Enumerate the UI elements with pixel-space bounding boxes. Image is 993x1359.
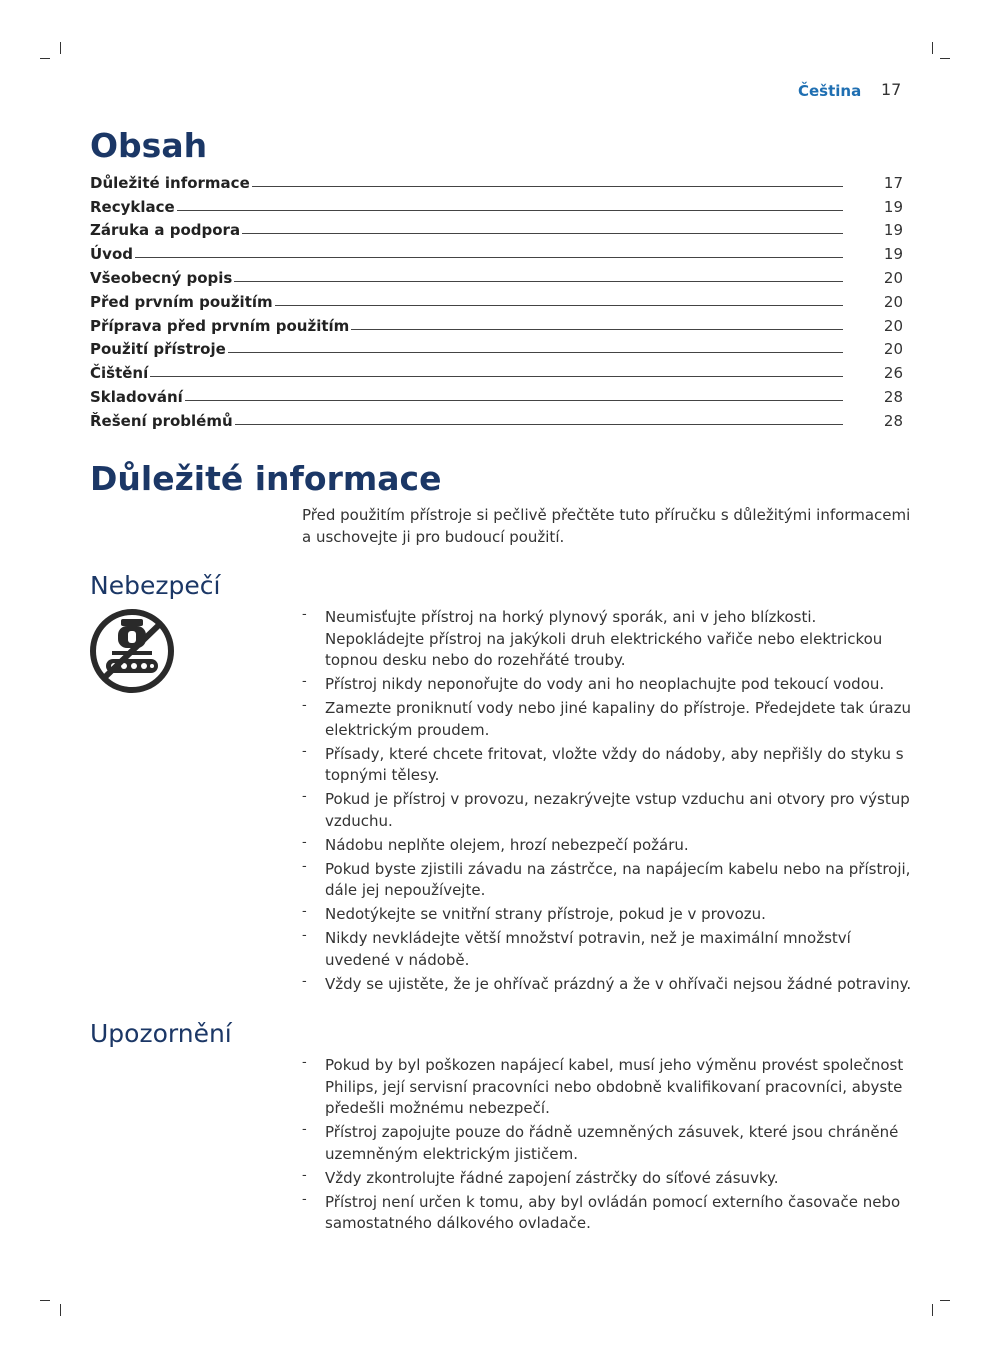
list-item: [302, 1055, 912, 1120]
crop-mark: [60, 1304, 61, 1316]
bullet-marker: -: [302, 904, 307, 919]
table-of-contents: [90, 168, 903, 430]
list-item-text: Pokud je přístroj v provozu, nezakrývejte vstup vzduchu ani otvory pro výstup vzduchu.: [325, 790, 910, 830]
toc-entry-page: 26: [883, 364, 903, 383]
bullet-marker: -: [302, 928, 307, 943]
toc-entry-title: Důležité informace: [90, 173, 250, 192]
toc-entry-title: Recyklace: [90, 197, 175, 216]
toc-leader-line: [185, 400, 843, 401]
no-fryer-on-stove-icon: [88, 607, 176, 695]
bullet-marker: -: [302, 834, 307, 850]
bullet-marker: -: [302, 789, 307, 804]
toc-entry-page: 19: [883, 197, 903, 216]
list-item-text: Pokud byste zjistili závadu na zástrčce, na napájecím kabelu nebo na přístroji, dále jej nepoužívejte.: [325, 859, 911, 899]
toc-leader-line: [252, 186, 843, 187]
crop-mark: [932, 1304, 933, 1316]
language-label: Čeština: [798, 82, 862, 100]
crop-mark: [60, 42, 61, 54]
crop-mark: [40, 1300, 50, 1301]
toc-heading: Obsah: [90, 126, 208, 165]
bullet-marker: -: [302, 607, 307, 622]
list-item-text: Pokud by byl poškozen napájecí kabel, musí jeho výměnu provést společnost Philips, její servisní pracovníci nebo obdobně kvalifikovaní pracovníci, abyste předešli možnému nebezpečí.: [325, 1056, 904, 1117]
bullet-marker: -: [302, 973, 307, 989]
toc-leader-line: [177, 210, 843, 211]
toc-entry-page: 20: [883, 316, 903, 335]
toc-entry-page: 20: [883, 268, 903, 287]
toc-entry-title: Úvod: [90, 245, 134, 264]
list-item: [302, 744, 912, 787]
bullet-marker: -: [302, 1055, 307, 1070]
danger-list: [302, 607, 912, 998]
list-item-text: Přístroj není určen k tomu, aby byl ovládán pomocí externího časovače nebo samostatného dálkového ovladače.: [325, 1192, 901, 1232]
intro-paragraph: Před použitím přístroje si pečlivě přečtěte tuto příručku s důležitými informacemi a uschovejte ji pro budoucí použití.: [302, 506, 911, 546]
toc-entry-title: Řešení problémů: [90, 411, 233, 430]
toc-entry-page: 20: [883, 340, 903, 359]
toc-entry-title: Před prvním použitím: [90, 292, 273, 311]
list-item: [302, 1192, 912, 1235]
crop-mark: [940, 58, 950, 59]
list-item-text: Přístroj nikdy neponořujte do vody ani ho neoplachujte pod tekoucí vodou.: [325, 675, 885, 693]
bullet-marker: -: [302, 743, 307, 759]
toc-entry: [90, 382, 903, 406]
page-number: 17: [881, 80, 902, 99]
toc-entry-title: Skladování: [90, 387, 183, 406]
toc-leader-line: [242, 233, 843, 234]
toc-entry-page: 20: [883, 292, 903, 311]
toc-entry-title: Čištění: [90, 364, 149, 383]
list-item-text: Vždy zkontrolujte řádné zapojení zástrčky do síťové zásuvky.: [325, 1168, 779, 1187]
bullet-marker: -: [302, 674, 307, 689]
toc-entry: [90, 287, 903, 311]
list-item: [302, 974, 912, 996]
list-item-text: Zamezte proniknutí vody nebo jiné kapaliny do přístroje. Předejdete tak úrazu elektrickým proudem.: [325, 699, 911, 739]
list-item: [302, 1168, 912, 1190]
crop-mark: [40, 58, 50, 59]
list-item: [302, 698, 912, 741]
list-item: [302, 928, 912, 971]
toc-entry: [90, 239, 903, 263]
toc-leader-line: [234, 281, 843, 282]
toc-entry: [90, 192, 903, 216]
toc-leader-line: [135, 257, 843, 258]
toc-entry: [90, 311, 903, 335]
list-item-text: Přístroj zapojujte pouze do řádně uzemněných zásuvek, které jsou chráněné uzemněným elektrickým jističem.: [325, 1123, 899, 1163]
bullet-marker: -: [302, 1167, 307, 1183]
toc-entry-page: 19: [883, 245, 903, 264]
toc-leader-line: [228, 352, 843, 353]
warning-list: [302, 1055, 912, 1237]
toc-entry-title: Příprava před prvním použitím: [90, 316, 350, 335]
list-item: [302, 1122, 912, 1165]
toc-entry-page: 28: [883, 387, 903, 406]
list-item: [302, 859, 912, 902]
toc-entry: [90, 168, 903, 192]
toc-entry-title: Použití přístroje: [90, 340, 226, 359]
important-info-heading: Důležité informace: [90, 459, 442, 498]
toc-entry: [90, 358, 903, 382]
bullet-marker: -: [302, 698, 307, 713]
toc-entry-title: Záruka a podpora: [90, 221, 241, 240]
list-item-text: Přísady, které chcete fritovat, vložte vždy do nádoby, aby nepřišly do styku s topnými tělesy.: [325, 744, 904, 784]
toc-leader-line: [351, 329, 843, 330]
toc-leader-line: [235, 424, 843, 425]
list-item: [302, 789, 912, 832]
list-item: [302, 674, 912, 696]
toc-entry-page: 28: [883, 411, 903, 430]
list-item: [302, 904, 912, 926]
toc-entry-page: 19: [883, 221, 903, 240]
toc-leader-line: [275, 305, 843, 306]
list-item: [302, 835, 912, 857]
list-item-text: Nikdy nevkládejte větší množství potravin, než je maximální množství uvedené v nádobě.: [325, 929, 851, 969]
bullet-marker: -: [302, 1191, 307, 1207]
warning-heading: Upozornění: [90, 1019, 232, 1048]
toc-entry: [90, 406, 903, 430]
toc-leader-line: [150, 376, 843, 377]
list-item: [302, 607, 912, 672]
list-item-text: Vždy se ujistěte, že je ohřívač prázdný a že v ohřívači nejsou žádné potraviny.: [325, 974, 912, 993]
toc-entry: [90, 216, 903, 240]
bullet-marker: -: [302, 1122, 307, 1137]
list-item-text: Neumisťujte přístroj na horký plynový sporák, ani v jeho blízkosti. Nepokládejte přístroj na jakýkoli druh elektrického vařiče nebo elektrickou topnou desku nebo do rozehřáté trouby.: [325, 608, 883, 669]
danger-heading: Nebezpečí: [90, 571, 221, 600]
toc-entry: [90, 263, 903, 287]
bullet-marker: -: [302, 858, 307, 874]
list-item-text: Nedotýkejte se vnitřní strany přístroje, pokud je v provozu.: [325, 905, 766, 923]
toc-entry-page: 17: [883, 173, 903, 192]
list-item-text: Nádobu neplňte olejem, hrozí nebezpečí požáru.: [325, 835, 689, 854]
toc-entry-title: Všeobecný popis: [90, 268, 233, 287]
crop-mark: [940, 1300, 950, 1301]
crop-mark: [932, 42, 933, 54]
toc-entry: [90, 335, 903, 359]
